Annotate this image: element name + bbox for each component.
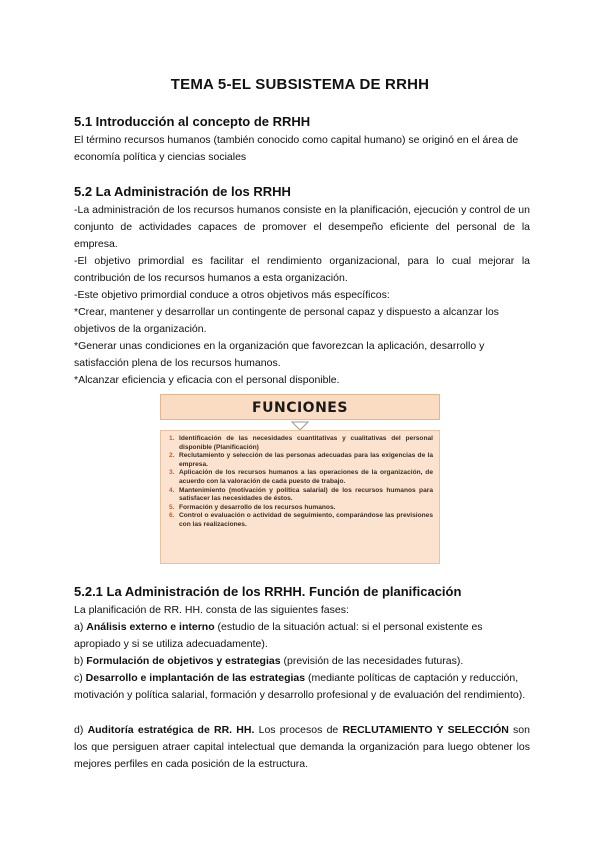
phase-b: b) Formulación de objetivos y estrategias (previsión de las necesidades futuras). <box>74 655 464 667</box>
page-title: TEMA 5-EL SUBSISTEMA DE RRHH <box>170 76 430 93</box>
paragraph-admin-definition: -La administración de los recursos humanos consiste en la planificación, ejecución y control de un conjunto de actividades capaces de promover el desempeño eficiente del personal de la empresa. <box>74 204 530 251</box>
heading-5-2-1: 5.2.1 La Administración de los RRHH. Función de planificación <box>74 584 462 599</box>
funciones-list <box>169 435 433 530</box>
list-item: 6. Control o evaluación o actividad de seguimiento, comparándose las previsiones con las realizaciones. <box>169 512 433 528</box>
paragraph-5-1: El término recursos humanos (también conocido como capital humano) se originó en el área de economía política y ciencias sociales <box>74 134 519 164</box>
paragraph-objective: -El objetivo primordial es facilitar el rendimiento organizacional, para lo cual mejorar la contribución de los recursos humanos a esta organización. <box>74 255 530 285</box>
paragraph-specific-objectives: -Este objetivo primordial conduce a otros objetivos más específicos: <box>74 289 390 301</box>
funciones-figure <box>160 394 440 564</box>
phase-d: d) Auditoría estratégica de RR. HH. Los procesos de RECLUTAMIENTO Y SELECCIÓN son los que persiguen atraer capital intelectual que demanda la organización para luego obtener los mejores perfiles en cada posición de la estructura. <box>74 724 530 771</box>
funciones-title: FUNCIONES <box>160 394 440 420</box>
heading-5-2: 5.2 La Administración de los RRHH <box>74 184 291 199</box>
bullet-generar: *Generar unas condiciones en la organización que favorezcan la aplicación, desarrollo y satisfacción plena de los recursos humanos. <box>74 340 485 370</box>
list-item: 4. Mantenimiento (motivación y política salarial) de los recursos humanos para satisfacer las necesidades de éstos. <box>169 486 433 503</box>
phase-a: a) Análisis externo e interno (estudio de la situación actual: si el personal existente es apropiado y si se utiliza adecuadamente). <box>74 621 483 651</box>
paragraph-planning-intro: La planificación de RR. HH. consta de las siguientes fases: <box>74 604 349 616</box>
funciones-list-box <box>160 430 440 564</box>
bullet-alcanzar: *Alcanzar eficiencia y eficacia con el personal disponible. <box>74 374 340 386</box>
list-item: 5. Formación y desarrollo de los recursos humanos. <box>169 503 336 511</box>
bullet-crear: *Crear, mantener y desarrollar un contingente de personal capaz y dispuesto a alcanzar los objetivos de la organización. <box>74 306 499 336</box>
list-item: 3. Aplicación de los recursos humanos a las operaciones de la organización, de acuerdo con la valoración de cada puesto de trabajo. <box>169 469 433 485</box>
list-item: 1. Identificación de las necesidades cuantitativas y cualitativas del personal disponible (Planificación) <box>169 435 433 451</box>
heading-5-1: 5.1 Introducción al concepto de RRHH <box>74 114 311 129</box>
list-item: 2. Reclutamiento y selección de las personas adecuadas para las exigencias de la empresa. <box>169 452 433 468</box>
phase-c: c) Desarrollo e implantación de las estrategias (mediante políticas de captación y reducción, motivación y política salarial, formación y desarrollo profesional y de evaluación del rendimiento). <box>74 672 526 702</box>
